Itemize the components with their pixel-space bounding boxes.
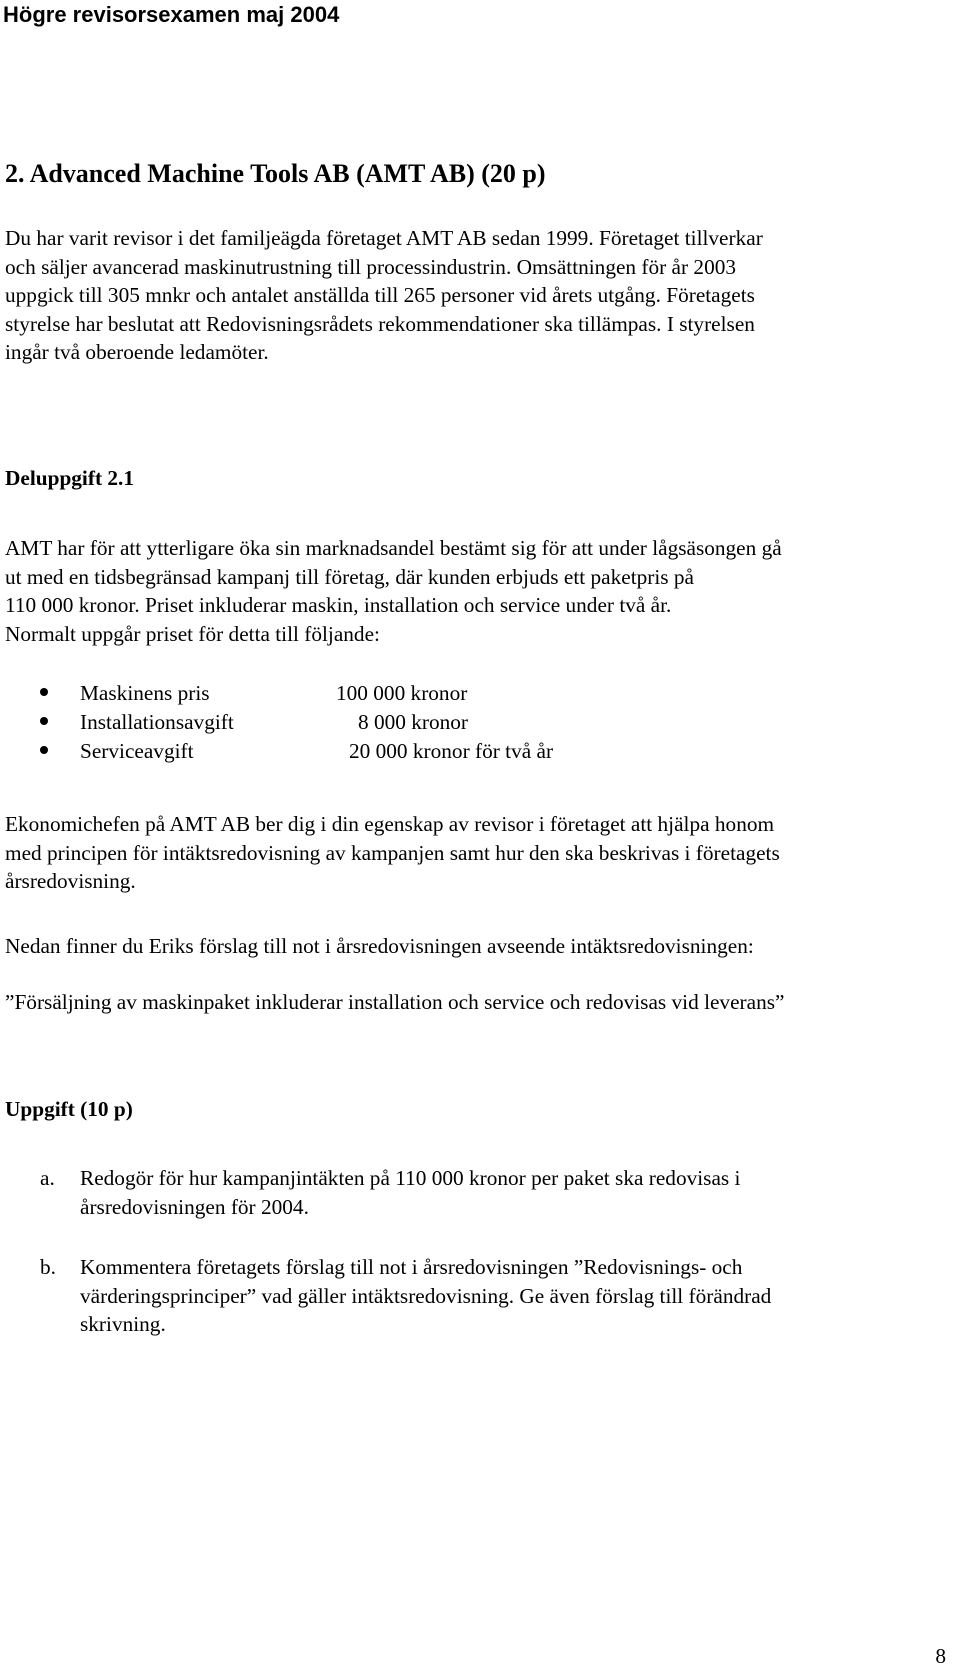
price-item-label: Installationsavgift [80,710,234,734]
campaign-line: AMT har för att ytterligare öka sin marknadsandel bestämt sig för att under lågsäsongen gå [5,536,782,560]
intro-line: styrelse har beslutat att Redovisningsrådets rekommendationer ska tillämpas. I styrelsen [5,311,755,336]
assignment-item-text [80,1164,940,1221]
bullet-icon [40,688,48,696]
assignment-item-letter: a. [40,1166,55,1190]
page-number: 8 [935,1644,946,1668]
intro-line: uppgick till 305 mnkr och antalet anställda till 265 personer vid årets utgång. Företagets [5,283,755,308]
intro-line: och säljer avancerad maskinutrustning till processindustrin. Omsättningen för år 2003 [5,254,737,279]
assignment-item-line: Redogör för hur kampanjintäkten på 110 000 kronor per paket ska redovisas i [80,1166,741,1190]
price-list-item [0,708,960,737]
assignment-item-letter: b. [40,1255,56,1279]
price-list-item [0,679,960,708]
campaign-line: ut med en tidsbegränsad kampanj till företag, där kunden erbjuds ett paketpris på [5,564,694,589]
subtask-heading: Deluppgift 2.1 [5,466,134,490]
cfo-request-line: med principen för intäktsredovisning av kampanjen samt hur den ska beskrivas i företagets [5,840,780,865]
document-header: Högre revisorsexamen maj 2004 [3,2,340,27]
assignment-item-line: Kommentera företagets förslag till not i årsredovisningen ”Redovisnings- och [80,1255,743,1279]
proposal-quote: ”Försäljning av maskinpaket inkluderar installation och service och redovisas vid leverans” [5,990,785,1014]
proposal-intro [5,932,945,961]
bullet-icon [40,746,48,754]
campaign-line: Normalt uppgår priset för detta till följande: [5,621,380,646]
bullet-icon [40,717,48,725]
price-list-item [0,737,960,766]
price-item-amount: 8 000 kronor [358,710,469,734]
intro-paragraph [5,224,945,367]
intro-line: ingår två oberoende ledamöter. [5,340,269,365]
section-title: 2. Advanced Machine Tools AB (AMT AB) (20 p) [5,159,546,188]
assignment-item-line: skrivning. [80,1312,166,1337]
assignment-item-line: årsredovisningen för 2004. [80,1194,309,1219]
assignment-heading: Uppgift (10 p) [5,1097,133,1121]
intro-line: Du har varit revisor i det familjeägda företaget AMT AB sedan 1999. Företaget tillverkar [5,226,763,250]
cfo-request-line: årsredovisning. [5,869,136,894]
proposal-intro-line: Nedan finner du Eriks förslag till not i årsredovisningen avseende intäktsredovisningen: [5,934,754,958]
price-item-label: Serviceavgift [80,739,194,763]
price-item-amount: 20 000 kronor för två år [349,739,554,763]
cfo-request-line: Ekonomichefen på AMT AB ber dig i din egenskap av revisor i företaget att hjälpa honom [5,812,775,836]
price-item-label: Maskinens pris [80,681,210,705]
campaign-paragraph [5,534,945,648]
campaign-line: 110 000 kronor. Priset inkluderar maskin, installation och service under två år. [5,593,672,618]
assignment-item-line: värderingsprinciper” vad gäller intäktsredovisning. Ge även förslag till förändrad [80,1283,772,1308]
cfo-request-paragraph [5,810,945,896]
assignment-item-text [80,1253,940,1339]
price-item-amount: 100 000 kronor [336,681,468,705]
